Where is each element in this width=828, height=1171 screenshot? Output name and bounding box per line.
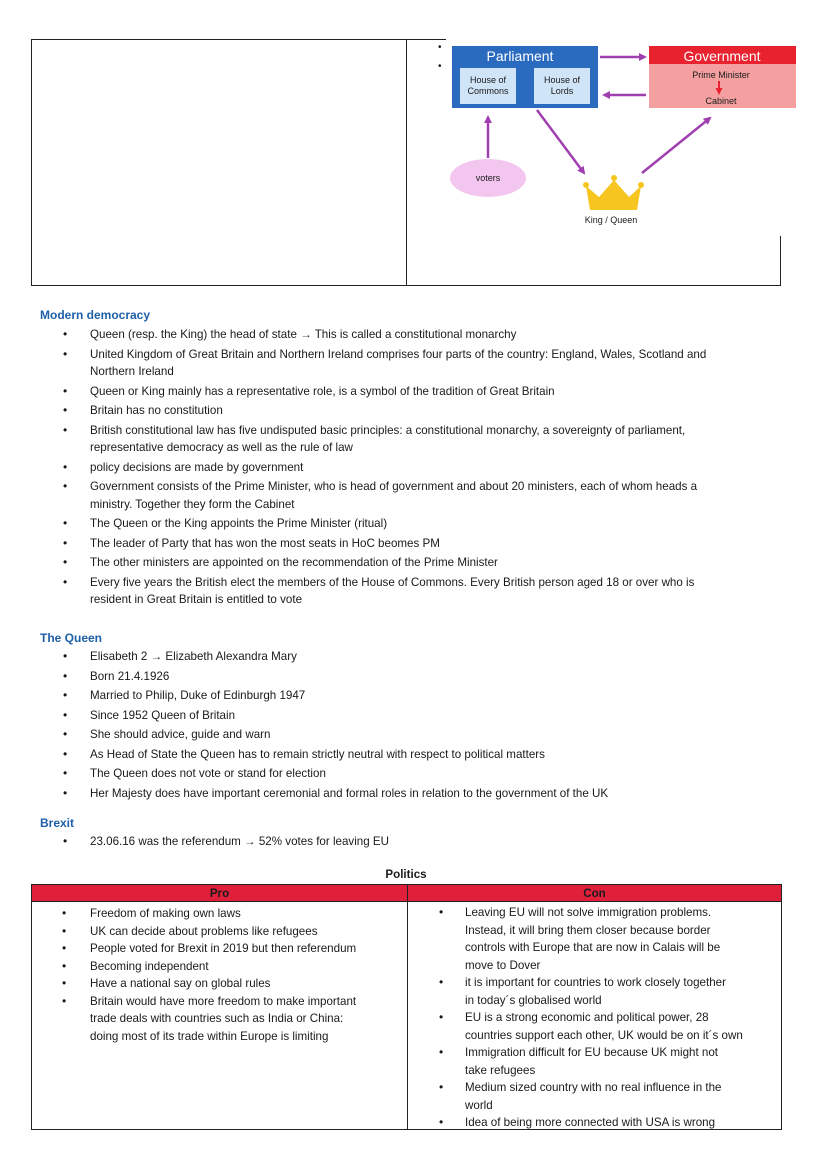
list-item [40,422,785,457]
list-item-line: • The leader of Party that has won the most seats in HoC beomes PM [90,536,440,550]
list-item-line: Instead, it will bring them closer because border [465,923,711,937]
list-item-line: ministry. Together they form the Cabinet [90,497,295,511]
list-item-line: • Married to Philip, Duke of Edinburgh 1947 [90,689,306,702]
list-item-line: • 23.06.16 was the referendum → 52% votes for leaving EU [90,835,390,848]
list-item-line: • EU is a strong economic and political power, 28 [465,1011,709,1024]
voters-label: voters [475,173,501,183]
list-item [408,1079,782,1114]
diagram-bullet: • [438,42,442,53]
list-item-line: • Leaving EU will not solve immigration problems. [465,906,712,919]
house-of-commons-label-2: Commons [467,86,509,96]
list-item-line: doing most of its trade within Europe is limiting [90,1029,329,1043]
list-item [40,383,785,401]
house-of-lords-label-1: House of [543,75,581,85]
list-item [408,1114,782,1132]
politics-table [31,884,782,1130]
con-list [408,904,782,1132]
the-queen-title: The Queen [40,631,103,645]
list-item-line: trade deals with countries such as India or China: [90,1012,344,1025]
government-box [649,46,796,108]
political-system-diagram [0,0,828,240]
list-item [40,765,785,783]
list-item-line: • The other ministers are appointed on the recommendation of the Prime Minister [90,556,498,569]
crown-icon [586,180,641,210]
list-item-line: • People voted for Brexit in 2019 but then referendum [90,942,357,955]
modern-democracy-list [40,326,785,609]
list-item [40,687,785,705]
list-item [32,923,407,941]
brexit-section [40,816,785,853]
pro-list [32,905,407,1045]
list-item [408,904,782,974]
list-item [40,707,785,725]
government-label: Government [683,48,761,64]
king-queen-label: King / Queen [584,215,638,225]
list-item [32,993,407,1046]
politics-title: Politics [385,868,427,881]
list-item-line: • British constitutional law has five undisputed basic principles: a constitutional monarchy, a sovereignty of parliament, [90,423,686,437]
list-item [40,746,785,764]
house-of-lords-label-2: Lords [550,86,574,96]
list-item-line: • Britain would have more freedom to make important [90,994,357,1008]
list-item-line: Northern Ireland [90,365,174,378]
list-item-line: • As Head of State the Queen has to remain strictly neutral with respect to political matters [90,747,545,761]
crown-to-government-arrow [642,118,710,173]
list-item [40,833,785,851]
list-item [40,554,785,572]
list-item [40,515,785,533]
list-item [408,1044,782,1079]
con-header: Con [408,885,781,902]
list-item-line: • it is important for countries to work closely together [465,976,726,989]
list-item [40,402,785,420]
parliament-box [452,46,598,108]
list-item-line: • Queen or King mainly has a representative role, is a symbol of the tradition of Great Britain [90,384,555,398]
list-item-line: world [465,1098,493,1112]
list-item-line: move to Dover [465,958,541,972]
list-item-line: representative democracy as well as the rule of law [90,441,353,454]
list-item-line: take refugees [465,1063,536,1077]
list-item-line: • Since 1952 Queen of Britain [90,708,236,722]
list-item-line: controls with Europe that are now in Calais will be [465,941,721,954]
list-item [32,975,407,993]
prime-minister-label: Prime Minister [692,70,750,80]
list-item-line: • Becoming independent [90,959,209,973]
con-column [408,904,782,1132]
the-queen-list [40,648,785,802]
list-item [408,1009,782,1044]
the-queen-section [40,631,785,804]
list-item-line: • policy decisions are made by government [90,460,304,474]
list-item [40,478,785,513]
list-item [40,346,785,381]
pro-column [32,905,407,1045]
list-item-line: • Freedom of making own laws [90,907,241,920]
list-item [40,574,785,609]
modern-democracy-title: Modern democracy [40,308,151,322]
list-item [40,785,785,803]
list-item-line: • UK can decide about problems like refugees [90,924,318,938]
brexit-list [40,833,785,851]
list-item-line: • The Queen does not vote or stand for election [90,767,326,780]
list-item [408,974,782,1009]
list-item-line: • Britain has no constitution [90,404,223,417]
list-item [40,668,785,686]
list-item [40,648,785,666]
list-item-line: countries support each other, UK would be on it´s own [465,1028,743,1042]
list-item-line: • Medium sized country with no real influence in the [465,1081,722,1094]
list-item-line: • Government consists of the Prime Minister, who is head of government and about 20 ministers, each of whom heads a [90,480,698,493]
list-item [40,459,785,477]
list-item-line: in today´s globalised world [465,993,602,1007]
list-item-line: • Elisabeth 2 → Elizabeth Alexandra Mary [90,650,297,663]
brexit-title: Brexit [40,816,75,830]
list-item-line: • United Kingdom of Great Britain and Northern Ireland comprises four parts of the country: England, Wales, Scotland and [90,347,707,361]
list-item [32,958,407,976]
list-item-line: • Every five years the British elect the members of the House of Commons. Every British person aged 18 or over who is [90,575,695,589]
list-item-line: • The Queen or the King appoints the Prime Minister (ritual) [90,517,388,530]
list-item [40,535,785,553]
list-item-line: • She should advice, guide and warn [90,728,271,741]
pro-header: Pro [32,885,407,902]
list-item-line: • Idea of being more connected with USA is wrong [465,1116,716,1129]
list-item [40,326,785,344]
list-item [32,905,407,923]
list-item-line: • Immigration difficult for EU because UK might not [465,1046,719,1059]
list-item-line: resident in Great Britain is entitled to vote [90,593,303,606]
parliament-label: Parliament [486,48,554,64]
list-item-line: • Have a national say on global rules [90,977,271,990]
list-item [40,726,785,744]
modern-democracy-section [40,308,785,611]
list-item [32,940,407,958]
list-item-line: • Her Majesty does have important ceremonial and formal roles in relation to the government of the UK [90,786,609,800]
list-item-line: • Born 21.4.1926 [90,669,170,683]
list-item-line: • Queen (resp. the King) the head of state → This is called a constitutional monarchy [90,328,517,341]
parliament-to-crown-arrow [537,110,584,173]
diagram-bullet: • [438,61,442,72]
cabinet-label: Cabinet [705,96,737,106]
house-of-commons-label-1: House of [469,75,507,85]
